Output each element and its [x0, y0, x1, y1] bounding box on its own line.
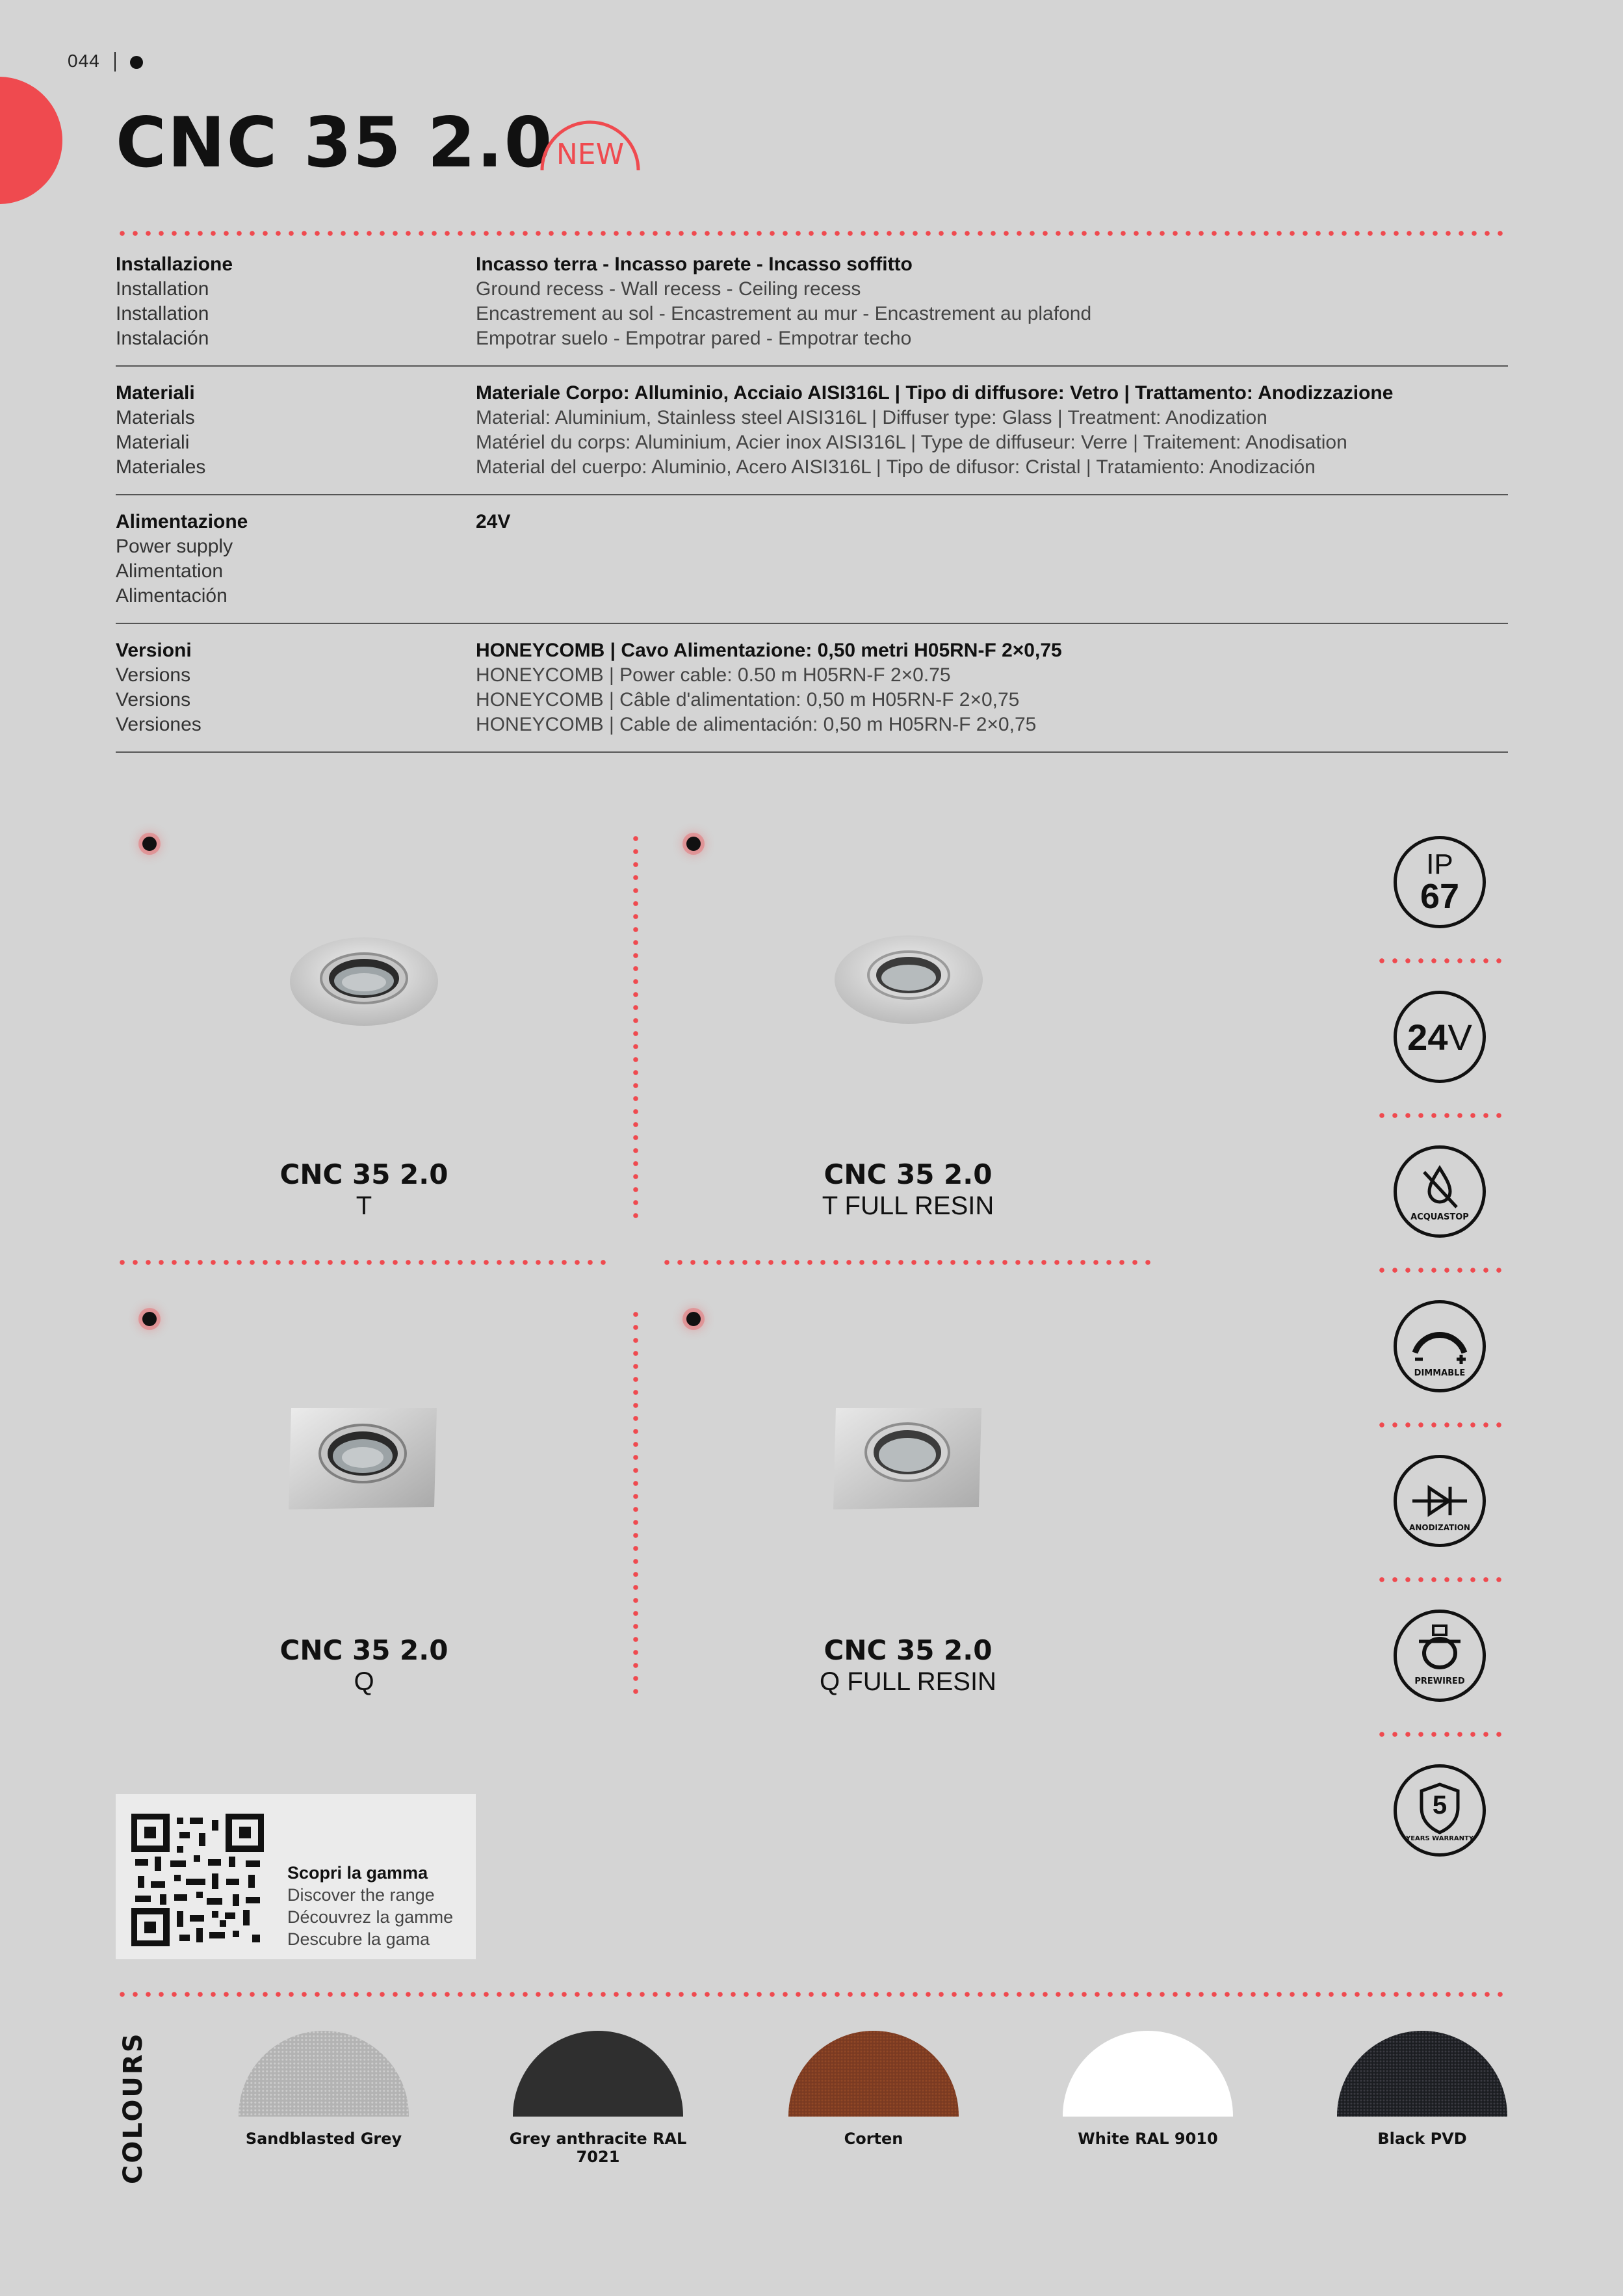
spec-label: Versiones	[116, 714, 201, 735]
colours-title: COLOURS	[118, 2031, 148, 2184]
colour-swatch	[513, 2031, 683, 2117]
colour-swatch	[1063, 2031, 1233, 2117]
colour-swatch	[1337, 2031, 1507, 2117]
spec-label: Alimentation	[116, 560, 224, 582]
discover-line: Découvrez la gamme	[287, 1907, 454, 1927]
product-name: CNC 35 2.0	[824, 1634, 993, 1666]
discover-title: Scopri la gamma	[287, 1863, 428, 1883]
spec-value: HONEYCOMB | Power cable: 0.50 m H05RN-F 2×0.75	[476, 664, 951, 686]
page-number-divider	[114, 52, 116, 72]
spec-value: Matériel du corps: Aluminium, Acier inox AISI316L | Type de diffuseur: Verre | Traitement: Anodisation	[476, 432, 1347, 453]
colour-swatch-grey-anthracite[interactable]	[494, 2031, 702, 2166]
product-name: CNC 35 2.0	[279, 1158, 448, 1190]
colour-swatch	[788, 2031, 959, 2117]
colour-swatch-white[interactable]	[1057, 2031, 1239, 2148]
round-recessed-light-resin-image	[831, 931, 987, 1028]
anodization-icon	[1394, 1455, 1486, 1547]
feature-divider	[1375, 1268, 1505, 1273]
voltage-unit: V	[1448, 1016, 1472, 1058]
red-corner-circle	[0, 77, 62, 204]
product-name: CNC 35 2.0	[279, 1634, 448, 1666]
dimmable-icon	[1394, 1300, 1486, 1392]
colour-label: White RAL 9010	[1078, 2130, 1218, 2148]
product-card-q	[207, 1634, 521, 1697]
spec-label: Instalación	[116, 328, 209, 349]
square-recessed-light-image	[283, 1403, 442, 1515]
voltage-24v-icon	[1394, 991, 1486, 1083]
round-recessed-light-image	[286, 933, 442, 1030]
page-title: CNC 35 2.0	[116, 103, 554, 183]
spec-value: Ground recess - Wall recess - Ceiling recess	[476, 278, 861, 300]
spec-label: Installazione	[116, 254, 233, 275]
ip67-icon	[1394, 836, 1486, 928]
qr-code-icon[interactable]	[131, 1814, 264, 1946]
product-variant: T FULL RESIN	[822, 1192, 994, 1220]
spec-value: Encastrement au sol - Encastrement au mur - Encastrement au plafond	[476, 303, 1092, 324]
page-dot-icon	[130, 56, 143, 69]
spec-value: Material del cuerpo: Aluminio, Acero AISI316L | Tipo de difusor: Cristal | Tratamiento: Anodización	[476, 456, 1316, 478]
product-bullet-icon	[686, 1312, 701, 1326]
spec-label: Alimentazione	[116, 511, 248, 532]
acquastop-icon	[1394, 1145, 1486, 1238]
product-card-t	[207, 1158, 521, 1221]
spec-label: Materials	[116, 407, 195, 428]
spec-label: Alimentación	[116, 585, 227, 607]
spec-label: Materiali	[116, 382, 195, 404]
prewired-icon	[1394, 1610, 1486, 1702]
page-number: 044	[68, 51, 100, 71]
product-variant: Q FULL RESIN	[820, 1667, 996, 1696]
spec-label: Installation	[116, 278, 209, 300]
feature-divider	[1375, 958, 1505, 963]
feature-divider	[1375, 1422, 1505, 1428]
spec-value: Incasso terra - Incasso parete - Incasso soffitto	[476, 254, 913, 275]
dimmable-label: DIMMABLE	[1414, 1368, 1466, 1378]
spec-value: HONEYCOMB | Câble d'alimentation: 0,50 m H05RN-F 2×0,75	[476, 689, 1020, 711]
warranty-icon	[1394, 1764, 1486, 1857]
spec-value: Materiale Corpo: Alluminio, Acciaio AISI316L | Tipo di diffusore: Vetro | Trattamento: Anodizzazione	[476, 382, 1394, 404]
spec-row-materials	[116, 367, 1508, 495]
colour-label: Corten	[844, 2130, 903, 2148]
discover-line: Discover the range	[287, 1885, 435, 1905]
spec-label: Power supply	[116, 536, 233, 557]
colour-swatch-corten[interactable]	[783, 2031, 965, 2148]
spec-row-versions	[116, 624, 1508, 753]
product-variant: Q	[354, 1667, 374, 1696]
spec-label: Versions	[116, 689, 191, 711]
product-variant: T	[356, 1192, 372, 1220]
product-grid-divider-vertical	[633, 1308, 638, 1698]
product-bullet-icon	[142, 1312, 157, 1326]
product-grid-divider-horizontal	[660, 1260, 1156, 1265]
spec-label: Versions	[116, 664, 191, 686]
spec-value: 24V	[476, 511, 511, 532]
feature-divider	[1375, 1113, 1505, 1118]
discover-range-box[interactable]	[116, 1794, 476, 1959]
spec-value: HONEYCOMB | Cable de alimentación: 0,50 m H05RN-F 2×0,75	[476, 714, 1037, 735]
spec-value: Empotrar suelo - Empotrar pared - Empotrar techo	[476, 328, 912, 349]
product-name: CNC 35 2.0	[824, 1158, 993, 1190]
spec-table	[116, 238, 1508, 753]
spec-value: HONEYCOMB | Cavo Alimentazione: 0,50 metri H05RN-F 2×0,75	[476, 640, 1062, 661]
spec-row-installation	[116, 238, 1508, 367]
product-grid-divider-vertical	[633, 832, 638, 1222]
colour-label: Black PVD	[1377, 2130, 1467, 2148]
anodization-label: ANODIZATION	[1409, 1523, 1470, 1532]
square-recessed-light-resin-image	[828, 1403, 987, 1515]
colour-label: Sandblasted Grey	[245, 2130, 402, 2148]
warranty-years: 5	[1432, 1791, 1448, 1820]
product-card-t-full-resin	[751, 1158, 1065, 1221]
acquastop-label: ACQUASTOP	[1410, 1212, 1469, 1222]
feature-divider	[1375, 1577, 1505, 1582]
spec-label: Materiali	[116, 432, 190, 453]
spec-value: Material: Aluminium, Stainless steel AISI316L | Diffuser type: Glass | Treatment: Anodization	[476, 407, 1267, 428]
product-bullet-icon	[142, 837, 157, 851]
ip-label: IP	[1426, 848, 1453, 880]
colour-swatch-sandblasted-grey[interactable]	[233, 2031, 415, 2148]
warranty-label: YEARS WARRANTY	[1405, 1835, 1474, 1842]
specs-top-divider	[116, 231, 1508, 236]
colour-swatch-black-pvd[interactable]	[1331, 2031, 1513, 2148]
feature-divider	[1375, 1732, 1505, 1737]
new-badge: NEW	[556, 138, 625, 171]
spec-row-power-supply	[116, 495, 1508, 624]
spec-label: Materiales	[116, 456, 206, 478]
product-grid-divider-horizontal	[116, 1260, 611, 1265]
colour-swatch	[239, 2031, 409, 2117]
spec-label: Versioni	[116, 640, 192, 661]
voltage-number: 24	[1407, 1016, 1448, 1058]
product-card-q-full-resin	[751, 1634, 1065, 1697]
colours-top-divider	[116, 1992, 1508, 1997]
product-bullet-icon	[686, 837, 701, 851]
colour-label: Grey anthracite RAL 7021	[509, 2130, 687, 2166]
discover-line: Descubre la gama	[287, 1929, 430, 1949]
ip-rating: 67	[1420, 877, 1460, 916]
prewired-label: PREWIRED	[1414, 1676, 1465, 1686]
spec-label: Installation	[116, 303, 209, 324]
